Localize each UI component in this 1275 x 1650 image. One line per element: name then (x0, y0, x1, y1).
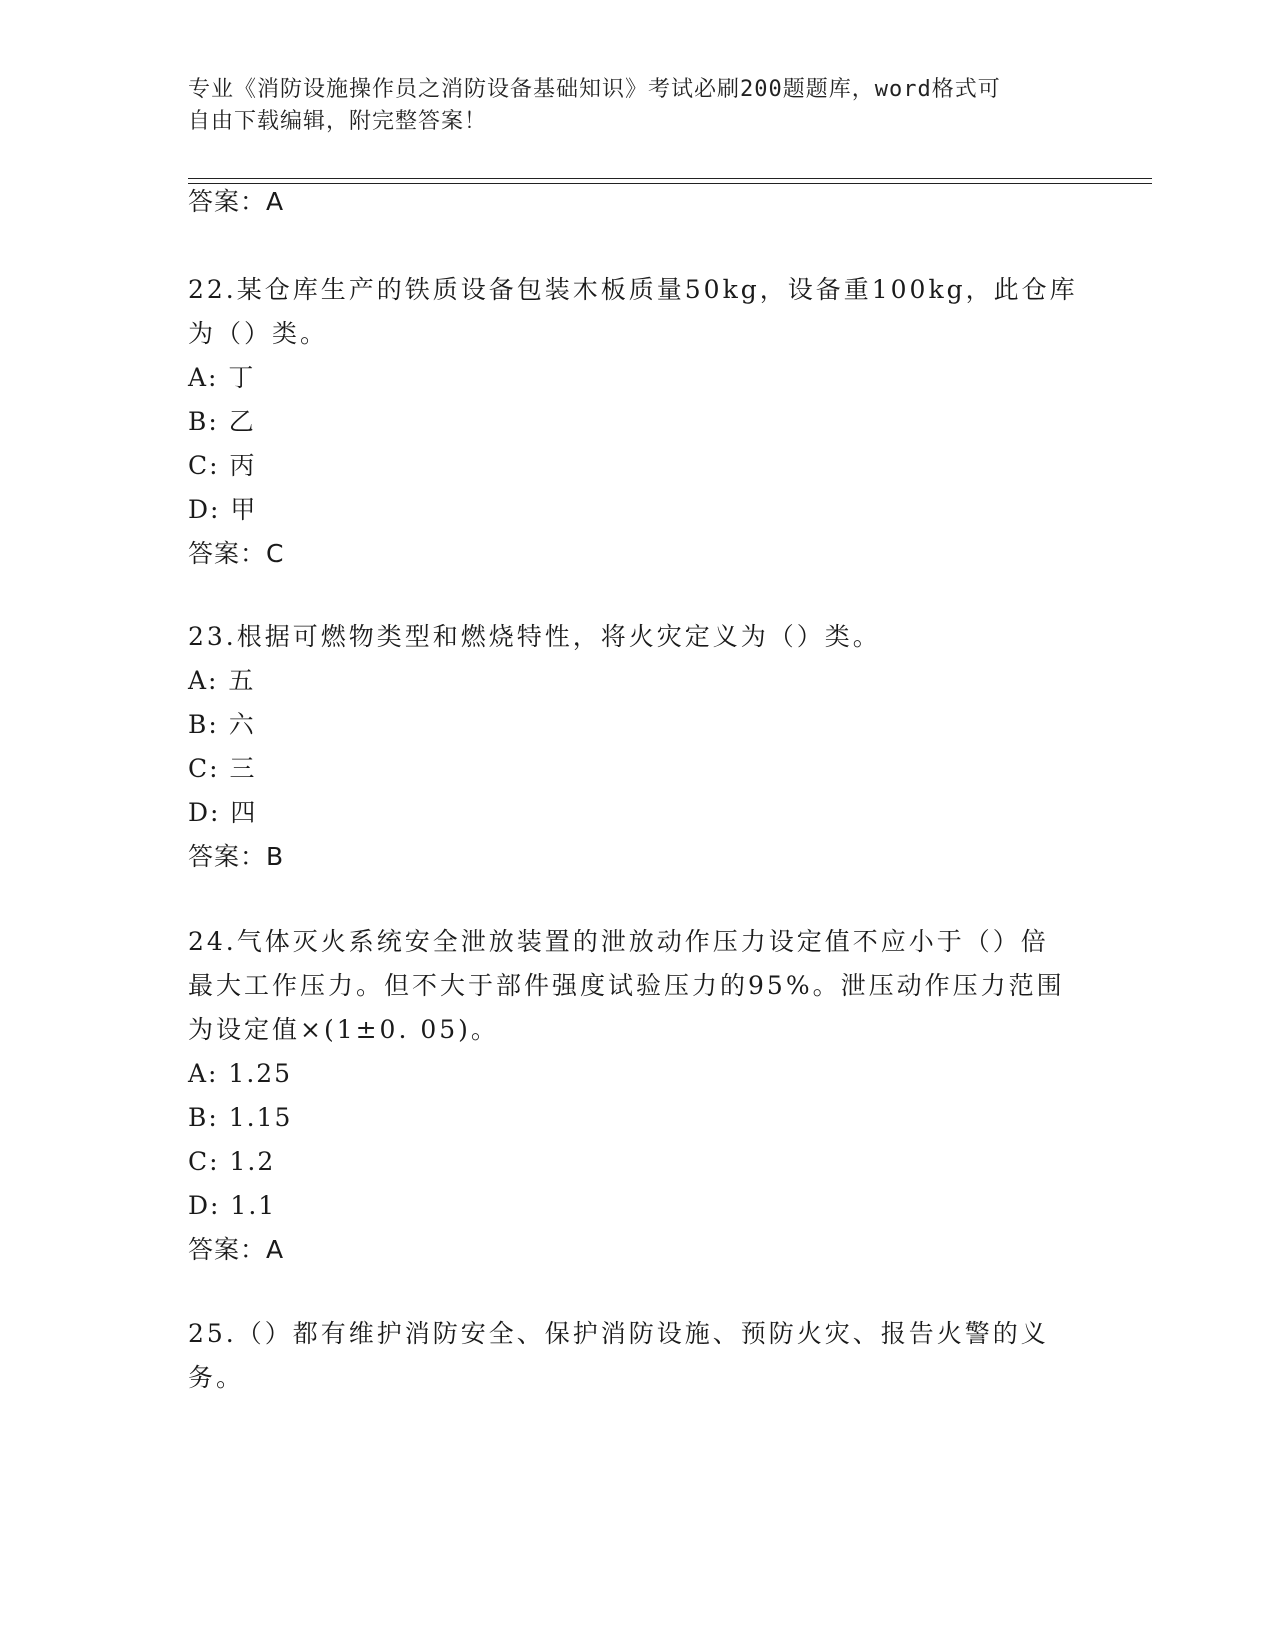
option-a: A: 五 (188, 666, 256, 695)
question-text-line: 23.根据可燃物类型和燃烧特性，将火灾定义为（）类。 (188, 622, 881, 651)
previous-answer-block (188, 180, 1088, 224)
answer-line: 答案：A (188, 1235, 285, 1264)
question-text-line: 为（）类。 (188, 319, 329, 348)
question-text-line: 最大工作压力。但不大于部件强度试验压力的95%。泄压动作压力范围 (188, 971, 1065, 1000)
option-a: A: 1.25 (188, 1059, 293, 1088)
header-line-1: 专业《消防设施操作员之消防设备基础知识》考试必刷200题题库，word格式可 (188, 77, 1001, 102)
answer-line: 答案：B (188, 842, 285, 871)
option-c: C: 三 (188, 754, 257, 783)
option-d: D: 1.1 (188, 1191, 277, 1220)
option-b: B: 六 (188, 710, 256, 739)
question-text-line: 务。 (188, 1363, 245, 1392)
option-c: C: 1.2 (188, 1147, 276, 1176)
question-text-line: 25.（）都有维护消防安全、保护消防设施、预防火灾、报告火警的义 (188, 1319, 1049, 1348)
header-line-2: 自由下载编辑，附完整答案！ (188, 109, 488, 134)
option-b: B: 乙 (188, 407, 256, 436)
question-23 (188, 615, 1088, 879)
option-a: A: 丁 (188, 363, 256, 392)
document-header (188, 74, 1068, 138)
option-d: D: 四 (188, 798, 258, 827)
question-text-line: 22.某仓库生产的铁质设备包装木板质量50kg，设备重100kg，此仓库 (188, 275, 1078, 304)
option-b: B: 1.15 (188, 1103, 293, 1132)
question-24 (188, 920, 1088, 1272)
question-text-line: 24.气体灭火系统安全泄放装置的泄放动作压力设定值不应小于（）倍 (188, 927, 1049, 956)
question-25 (188, 1312, 1088, 1400)
header-divider-top (188, 178, 1152, 179)
question-22 (188, 268, 1088, 576)
answer-line: 答案：C (188, 539, 285, 568)
option-c: C: 丙 (188, 451, 257, 480)
option-d: D: 甲 (188, 495, 258, 524)
question-text-line: 为设定值×(1±0. 05)。 (188, 1015, 499, 1044)
answer-line: 答案：A (188, 187, 285, 216)
